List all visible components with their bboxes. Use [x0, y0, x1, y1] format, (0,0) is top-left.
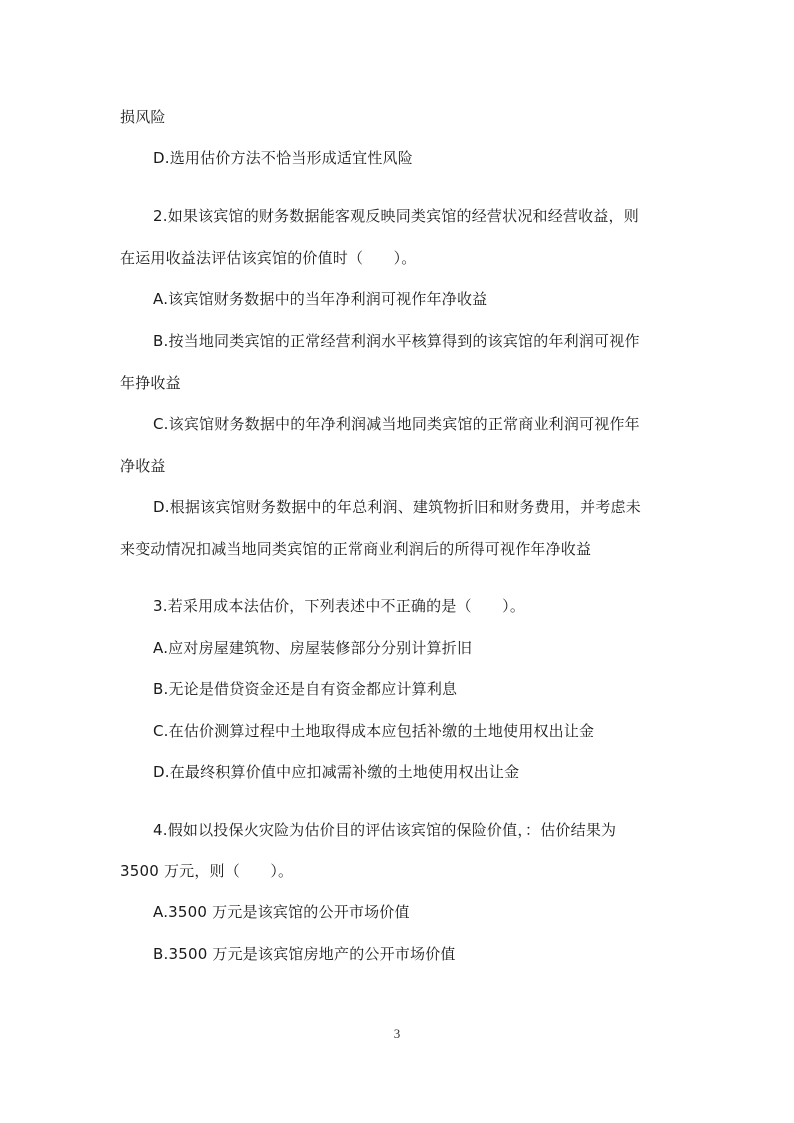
question-3-stem: 3.若采用成本法估价，下列表述中不正确的是（ ）。: [153, 597, 526, 615]
option-b: B.3500 万元是该宾馆房地产的公开市场价值: [153, 945, 456, 963]
question-2-stem: 2.如果该宾馆的财务数据能客观反映同类宾馆的经营状况和经营收益，则: [153, 207, 639, 225]
option-a: A.应对房屋建筑物、房屋装修部分分别计算折旧: [153, 639, 473, 657]
option-b-cont: 年挣收益: [120, 374, 181, 392]
question-2-stem-cont: 在运用收益法评估该宾馆的价值时（ ）。: [120, 249, 417, 267]
option-a: A.该宾馆财务数据中的当年净利润可视作年净收益: [153, 290, 488, 308]
option-b: B.无论是借贷资金还是自有资金都应计算利息: [153, 680, 458, 698]
option-c: C.在估价测算过程中土地取得成本应包括补缴的土地使用权出让金: [153, 722, 595, 740]
question-4-stem: 4.假如以投保火灾险为估价目的评估该宾馆的保险价值，：估价结果为: [153, 821, 617, 839]
page-number: 3: [393, 1026, 401, 1041]
option-a: A.3500 万元是该宾馆的公开市场价值: [153, 903, 410, 921]
text-line: 损风险: [120, 108, 166, 126]
option-c: C.该宾馆财务数据中的年净利润减当地同类宾馆的正常商业利润可视作年: [153, 415, 640, 433]
option-d: D.在最终积算价值中应扣减需补缴的土地使用权出让金: [153, 763, 520, 781]
option-d-cont: 来变动情况扣减当地同类宾馆的正常商业利润后的所得可视作年净收益: [120, 540, 592, 558]
option-c-cont: 净收益: [120, 457, 166, 475]
text-line: D.选用估价方法不恰当形成适宜性风险: [153, 149, 413, 167]
option-d: D.根据该宾馆财务数据中的年总利润、建筑物折旧和财务费用，并考虑未: [153, 498, 641, 516]
question-4-stem-cont: 3500 万元，则（ ）。: [120, 862, 294, 880]
option-b: B.按当地同类宾馆的正常经营利润水平核算得到的该宾馆的年利润可视作: [153, 332, 640, 350]
